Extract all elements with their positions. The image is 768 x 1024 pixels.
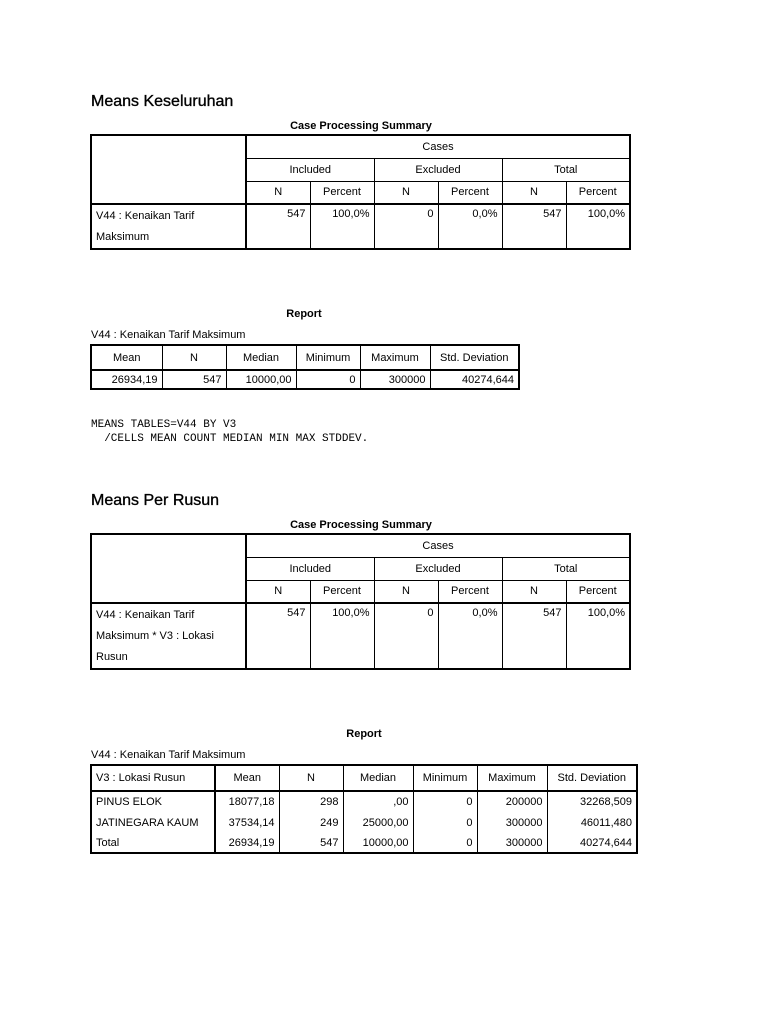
header-cases: Cases xyxy=(246,135,630,158)
case-processing-summary-title: Case Processing Summary xyxy=(290,519,432,531)
cell-maximum: 300000 xyxy=(477,833,547,853)
header-median: Median xyxy=(226,345,296,370)
header-excluded: Excluded xyxy=(374,158,502,181)
header-maximum: Maximum xyxy=(477,765,547,791)
cell-median: 10000,00 xyxy=(343,833,413,853)
header-mean: Mean xyxy=(91,345,162,370)
cell-location: Total xyxy=(91,833,215,853)
header-n: N xyxy=(162,345,226,370)
cell-maximum: 300000 xyxy=(360,370,430,389)
header-percent: Percent xyxy=(310,181,374,204)
case-processing-summary-title: Case Processing Summary xyxy=(290,120,432,132)
header-std-deviation: Std. Deviation xyxy=(547,765,637,791)
cell-mean: 26934,19 xyxy=(215,833,279,853)
cell-minimum: 0 xyxy=(413,791,477,812)
table-stub xyxy=(91,534,246,603)
cell-excluded-n: 0 xyxy=(374,603,438,669)
cell-std-deviation: 32268,509 xyxy=(547,791,637,812)
syntax-line-1: MEANS TABLES=V44 BY V3 xyxy=(91,419,237,431)
cell-std-deviation: 40274,644 xyxy=(547,833,637,853)
cell-n: 547 xyxy=(279,833,343,853)
header-included: Included xyxy=(246,557,374,580)
cell-std-deviation: 40274,644 xyxy=(430,370,519,389)
table-stub xyxy=(91,135,246,204)
header-percent: Percent xyxy=(310,580,374,603)
cell-total-percent: 100,0% xyxy=(566,204,630,249)
cell-minimum: 0 xyxy=(296,370,360,389)
table-row xyxy=(91,204,630,249)
header-mean: Mean xyxy=(215,765,279,791)
table-row xyxy=(91,603,630,669)
cell-total-n: 547 xyxy=(502,603,566,669)
syntax-line-2: /CELLS MEAN COUNT MEDIAN MIN MAX STDDEV. xyxy=(91,433,369,445)
row-label: V44 : Kenaikan Tarif Maksimum * V3 : Lokasi Rusun xyxy=(91,603,246,669)
header-median: Median xyxy=(343,765,413,791)
header-minimum: Minimum xyxy=(413,765,477,791)
cell-minimum: 0 xyxy=(413,833,477,853)
header-location: V3 : Lokasi Rusun xyxy=(91,765,215,791)
cell-included-percent: 100,0% xyxy=(310,204,374,249)
header-n: N xyxy=(502,580,566,603)
cell-mean: 37534,14 xyxy=(215,812,279,833)
report-title: Report xyxy=(346,728,382,740)
table-row xyxy=(91,791,637,812)
header-minimum: Minimum xyxy=(296,345,360,370)
header-total: Total xyxy=(502,557,630,580)
cell-excluded-percent: 0,0% xyxy=(438,204,502,249)
cell-median: 25000,00 xyxy=(343,812,413,833)
header-included: Included xyxy=(246,158,374,181)
cell-location: PINUS ELOK xyxy=(91,791,215,812)
header-percent: Percent xyxy=(438,580,502,603)
section-heading-per-rusun: Means Per Rusun xyxy=(91,492,220,509)
cell-included-n: 547 xyxy=(246,204,310,249)
cell-excluded-n: 0 xyxy=(374,204,438,249)
cell-maximum: 300000 xyxy=(477,812,547,833)
table-row xyxy=(91,812,637,833)
cell-median: ,00 xyxy=(343,791,413,812)
header-percent: Percent xyxy=(566,181,630,204)
header-total: Total xyxy=(502,158,630,181)
table-row xyxy=(91,370,519,389)
cell-std-deviation: 46011,480 xyxy=(547,812,637,833)
cell-mean: 18077,18 xyxy=(215,791,279,812)
cell-maximum: 200000 xyxy=(477,791,547,812)
cell-median: 10000,00 xyxy=(226,370,296,389)
report-table xyxy=(90,344,520,390)
report-variable-label: V44 : Kenaikan Tarif Maksimum xyxy=(91,329,246,341)
cell-minimum: 0 xyxy=(413,812,477,833)
cell-total-n: 547 xyxy=(502,204,566,249)
header-n: N xyxy=(246,580,310,603)
cell-mean: 26934,19 xyxy=(91,370,162,389)
header-std-deviation: Std. Deviation xyxy=(430,345,519,370)
cell-total-percent: 100,0% xyxy=(566,603,630,669)
report-title: Report xyxy=(286,308,322,320)
table-row xyxy=(91,833,637,853)
section-heading-keseluruhan: Means Keseluruhan xyxy=(91,93,234,110)
cell-n: 547 xyxy=(162,370,226,389)
header-maximum: Maximum xyxy=(360,345,430,370)
cell-excluded-percent: 0,0% xyxy=(438,603,502,669)
header-n: N xyxy=(502,181,566,204)
case-processing-summary-table xyxy=(90,134,631,250)
cell-n: 298 xyxy=(279,791,343,812)
cell-included-percent: 100,0% xyxy=(310,603,374,669)
cell-included-n: 547 xyxy=(246,603,310,669)
report-variable-label: V44 : Kenaikan Tarif Maksimum xyxy=(91,749,246,761)
row-label: V44 : Kenaikan Tarif Maksimum xyxy=(91,204,246,249)
header-cases: Cases xyxy=(246,534,630,557)
header-n: N xyxy=(279,765,343,791)
header-percent: Percent xyxy=(566,580,630,603)
report-by-location-table xyxy=(90,764,638,854)
header-n: N xyxy=(246,181,310,204)
cell-n: 249 xyxy=(279,812,343,833)
header-n: N xyxy=(374,580,438,603)
header-percent: Percent xyxy=(438,181,502,204)
cell-location: JATINEGARA KAUM xyxy=(91,812,215,833)
header-n: N xyxy=(374,181,438,204)
case-processing-summary-table xyxy=(90,533,631,670)
header-excluded: Excluded xyxy=(374,557,502,580)
